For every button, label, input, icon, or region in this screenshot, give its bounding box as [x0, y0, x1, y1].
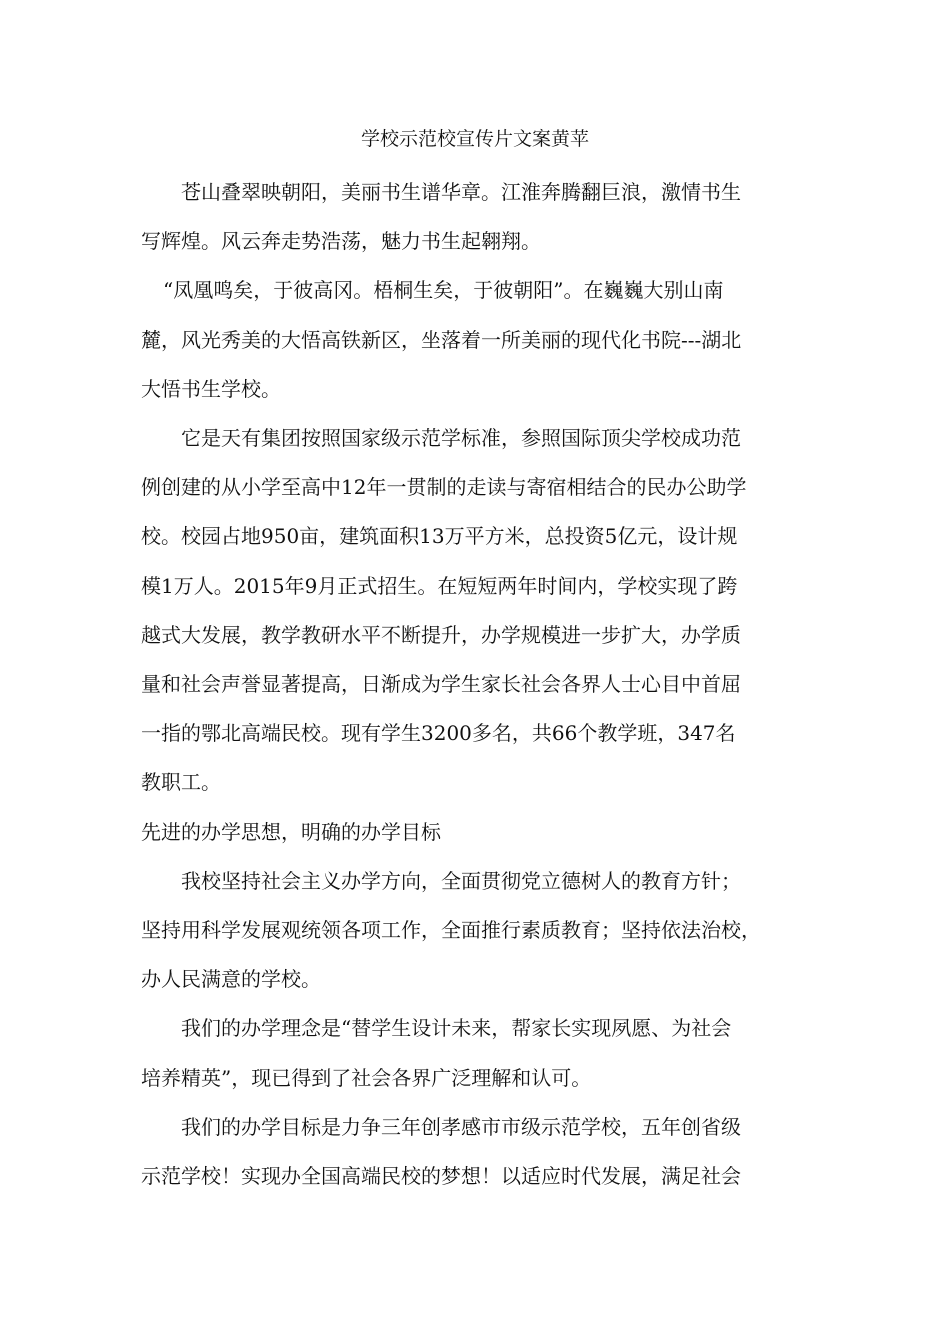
paragraph-quote [141, 266, 831, 414]
text-line: 坚持用科学发展观统领各项工作，全面推行素质教育；坚持依法治校， [141, 918, 761, 943]
text-line: 模1万人。2015年9月正式招生。在短短两年时间内，学校实现了跨 [141, 573, 738, 598]
text-line: 越式大发展，教学教研水平不断提升，办学规模进一步扩大，办学质 [141, 622, 741, 647]
text-line: 例创建的从小学至高中12年一贯制的走读与寄宿相结合的民办公助学 [141, 475, 747, 500]
text-line: 培养精英”，现已得到了社会各界广泛理解和认可。 [141, 1065, 592, 1090]
document-body [141, 168, 831, 1201]
text-line: 教职工。 [141, 770, 221, 795]
paragraph-philosophy [141, 1004, 831, 1102]
paragraph-direction [141, 857, 831, 1005]
text-line: 我们的办学理念是“替学生设计未来，帮家长实现夙愿、为社会 [181, 1016, 732, 1041]
paragraph-goals [141, 1103, 831, 1201]
text-line: 量和社会声誉显著提高，日渐成为学生家长社会各界人士心目中首屈 [141, 672, 741, 697]
text-line: 我们的办学目标是力争三年创孝感市市级示范学校，五年创省级 [181, 1114, 741, 1139]
text-line: 大悟书生学校。 [141, 376, 281, 401]
paragraph-school-overview [141, 414, 831, 808]
text-line: 先进的办学思想，明确的办学目标 [141, 819, 441, 844]
text-line: 苍山叠翠映朝阳，美丽书生谱华章。江淮奔腾翻巨浪，激情书生 [181, 180, 741, 204]
text-line: 它是天有集团按照国家级示范学标准，参照国际顶尖学校成功范 [181, 426, 741, 451]
text-line: “凤凰鸣矣，于彼高冈。梧桐生矣，于彼朝阳”。在巍巍大别山南 [163, 278, 724, 303]
text-line: 办人民满意的学校。 [141, 967, 321, 992]
text-line: 一指的鄂北高端民校。现有学生3200多名，共66个教学班，347名 [141, 721, 736, 746]
text-line: 示范学校！实现办全国高端民校的梦想！以适应时代发展，满足社会 [141, 1164, 741, 1189]
document-title: 学校示范校宣传片文案黄苹 [360, 128, 589, 150]
section-heading [141, 808, 831, 857]
text-line: 麓，风光秀美的大悟高铁新区，坐落着一所美丽的现代化书院---湖北 [141, 327, 742, 352]
text-line: 写辉煌。风云奔走势浩荡，魅力书生起翱翔。 [141, 229, 541, 254]
paragraph-intro [141, 168, 831, 266]
text-line: 我校坚持社会主义办学方向，全面贯彻党立德树人的教育方针； [181, 868, 741, 893]
text-line: 校。校园占地950亩，建筑面积13万平方米，总投资5亿元，设计规 [141, 524, 738, 549]
